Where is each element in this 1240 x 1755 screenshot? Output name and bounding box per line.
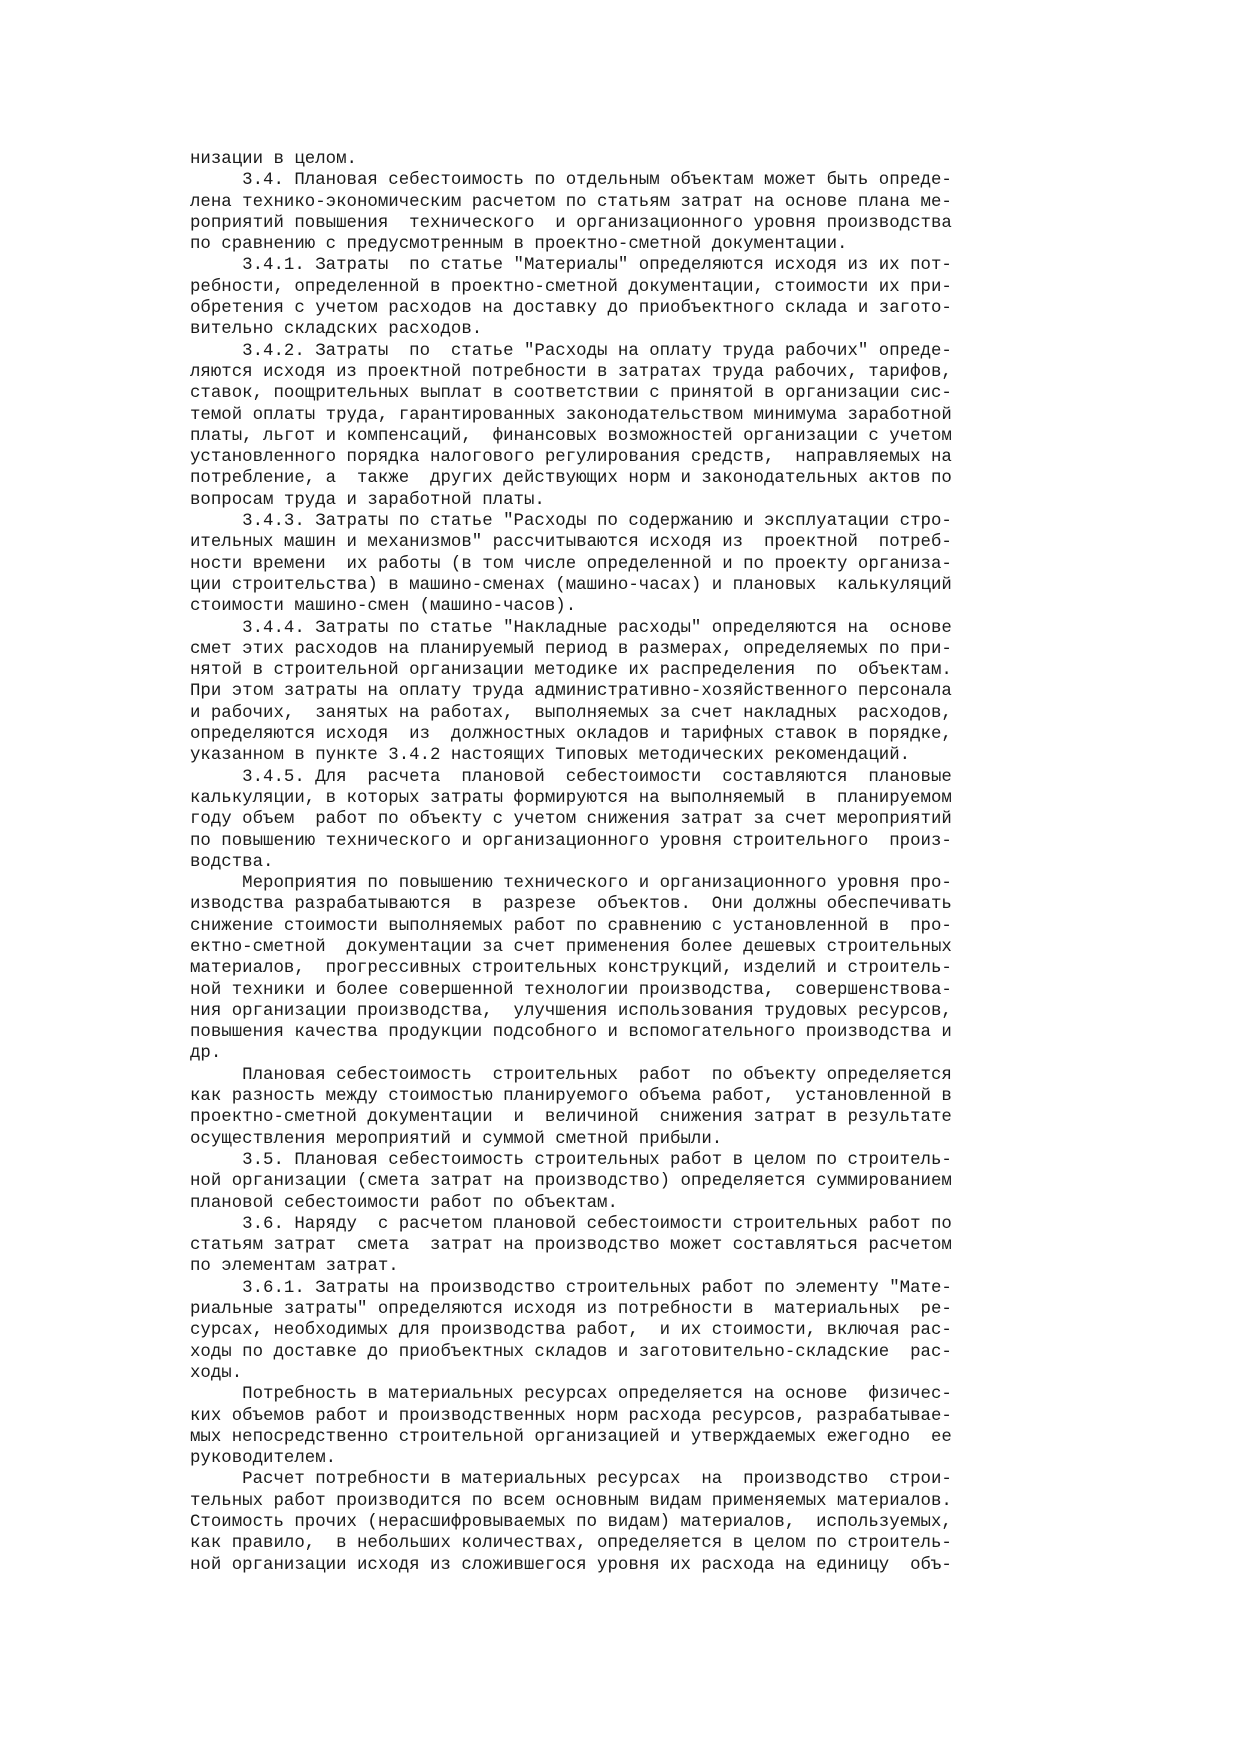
text-line: тельных работ производится по всем основным видам применяемых материалов. <box>190 1491 952 1511</box>
text-line: ляются исходя из проектной потребности в затратах труда рабочих, тарифов, <box>190 362 952 382</box>
text-line: др. <box>190 1044 222 1064</box>
text-line: Потребность в материальных ресурсах определяется на основе физичес- <box>190 1385 952 1405</box>
text-line: 3.4.2. Затраты по статье "Расходы на оплату труда рабочих" опреде- <box>190 341 952 361</box>
text-line: по сравнению с предусмотренным в проектно-сметной документации. <box>190 235 848 255</box>
text-line: 3.4.5. Для расчета плановой себестоимости составляются плановые <box>190 767 952 787</box>
text-line: мых непосредственно строительной организацией и утверждаемых ежегодно ее <box>190 1427 952 1447</box>
text-line: Мероприятия по повышению технического и организационного уровня про- <box>190 874 952 894</box>
text-line: ставок, поощрительных выплат в соответствии с принятой в организации сис- <box>190 384 952 404</box>
text-line: статьям затрат смета затрат на производство может составляться расчетом <box>190 1236 952 1256</box>
text-line: роприятий повышения технического и организационного уровня производства <box>190 213 952 233</box>
text-line: ния организации производства, улучшения использования трудовых ресурсов, <box>190 1001 952 1021</box>
text-line: сурсах, необходимых для производства работ, и их стоимости, включая рас- <box>190 1321 952 1341</box>
text-line: определяются исходя из должностных окладов и тарифных ставок в порядке, <box>190 725 952 745</box>
text-line: проектно-сметной документации и величиной снижения затрат в результате <box>190 1108 952 1128</box>
text-line: как разность между стоимостью планируемого объема работ, установленной в <box>190 1087 952 1107</box>
text-line: осуществления мероприятий и суммой сметной прибыли. <box>190 1129 723 1149</box>
text-line: При этом затраты на оплату труда административно-хозяйственного персонала <box>190 682 952 702</box>
text-line: смет этих расходов на планируемый период в размерах, определяемых по при- <box>190 639 952 659</box>
text-line: как правило, в небольших количествах, определяется в целом по строитель- <box>190 1534 952 1554</box>
text-line: нятой в строительной организации методике их распределения по объектам. <box>190 661 952 681</box>
text-line: плановой себестоимости работ по объектам. <box>190 1193 618 1213</box>
text-line: стоимости машино-смен (машино-часов). <box>190 597 577 617</box>
text-line: потребление, а также других действующих норм и законодательных актов по <box>190 469 952 489</box>
text-line: по элементам затрат. <box>190 1257 399 1277</box>
text-line: 3.6.1. Затраты на производство строительных работ по элементу "Мате- <box>190 1278 952 1298</box>
text-line: вительно складских расходов. <box>190 320 483 340</box>
text-line: риальные затраты" определяются исходя из потребности в материальных ре- <box>190 1300 952 1320</box>
text-line: году объем работ по объекту с учетом снижения затрат за счет мероприятий <box>190 810 952 830</box>
text-line: снижение стоимости выполняемых работ по сравнению с установленной в про- <box>190 916 952 936</box>
text-line: Расчет потребности в материальных ресурсах на производство строи- <box>190 1470 952 1490</box>
text-line: низации в целом. <box>190 150 357 169</box>
text-line: ходы. <box>190 1363 243 1383</box>
text-line: ции строительства) в машино-сменах (машино-часах) и плановых калькуляций <box>190 575 952 595</box>
text-line: 3.5. Плановая себестоимость строительных работ в целом по строитель- <box>190 1150 952 1170</box>
text-line: обретения с учетом расходов на доставку до приобъектного склада и загото- <box>190 299 952 319</box>
text-line: водства. <box>190 852 274 872</box>
text-line: изводства разрабатываются в разрезе объектов. Они должны обеспечивать <box>190 895 952 915</box>
text-line: ектно-сметной документации за счет применения более дешевых строительных <box>190 937 952 957</box>
text-line: ной организации исходя из сложившегося уровня их расхода на единицу объ- <box>190 1555 952 1575</box>
text-line: 3.6. Наряду с расчетом плановой себестоимости строительных работ по <box>190 1214 952 1234</box>
text-line: по повышению технического и организационного уровня строительного произ- <box>190 831 952 851</box>
text-line: материалов, прогрессивных строительных конструкций, изделий и строитель- <box>190 959 952 979</box>
text-line: 3.4.4. Затраты по статье "Накладные расходы" определяются на основе <box>190 618 952 638</box>
text-line: Стоимость прочих (нерасшифровываемых по видам) материалов, используемых, <box>190 1513 952 1532</box>
text-line: ребности, определенной в проектно-сметной документации, стоимости их при- <box>190 277 952 297</box>
text-line: платы, льгот и компенсаций, финансовых возможностей организации с учетом <box>190 426 952 446</box>
text-line: повышения качества продукции подсобного и вспомогательного производства и <box>190 1023 952 1043</box>
text-line: темой оплаты труда, гарантированных законодательством минимума заработной <box>190 405 952 425</box>
text-line: калькуляции, в которых затраты формируются на выполняемый в планируемом <box>190 788 952 808</box>
text-line: ходы по доставке до приобъектных складов и заготовительно-складские рас- <box>190 1342 952 1362</box>
text-line: ности времени их работы (в том числе определенной и по проекту организа- <box>190 554 952 574</box>
text-line: и рабочих, занятых на работах, выполняемых за счет накладных расходов, <box>190 703 952 723</box>
text-line: ной организации (смета затрат на производство) определяется суммированием <box>190 1172 952 1192</box>
text-line: 3.4.3. Затраты по статье "Расходы по содержанию и эксплуатации стро- <box>190 512 952 532</box>
text-line: 3.4.1. Затраты по статье "Материалы" определяются исходя из их пот- <box>190 256 952 276</box>
text-line: установленного порядка налогового регулирования средств, направляемых на <box>190 448 952 468</box>
text-line: лена технико-экономическим расчетом по статьям затрат на основе плана ме- <box>190 192 952 212</box>
text-line: ительных машин и механизмов" рассчитываются исходя из проектной потреб- <box>190 533 952 553</box>
text-line: указанном в пункте 3.4.2 настоящих Типовых методических рекомендаций. <box>190 746 911 766</box>
text-line: ких объемов работ и производственных норм расхода ресурсов, разрабатывае- <box>190 1406 952 1426</box>
document-page <box>190 149 1060 1576</box>
text-line: руководителем. <box>190 1449 337 1469</box>
text-line: вопросам труда и заработной платы. <box>190 490 545 510</box>
text-line: Плановая себестоимость строительных работ по объекту определяется <box>190 1065 952 1085</box>
text-line: ной техники и более совершенной технологии производства, совершенствова- <box>190 980 952 1000</box>
text-line: 3.4. Плановая себестоимость по отдельным объектам может быть опреде- <box>190 171 952 191</box>
